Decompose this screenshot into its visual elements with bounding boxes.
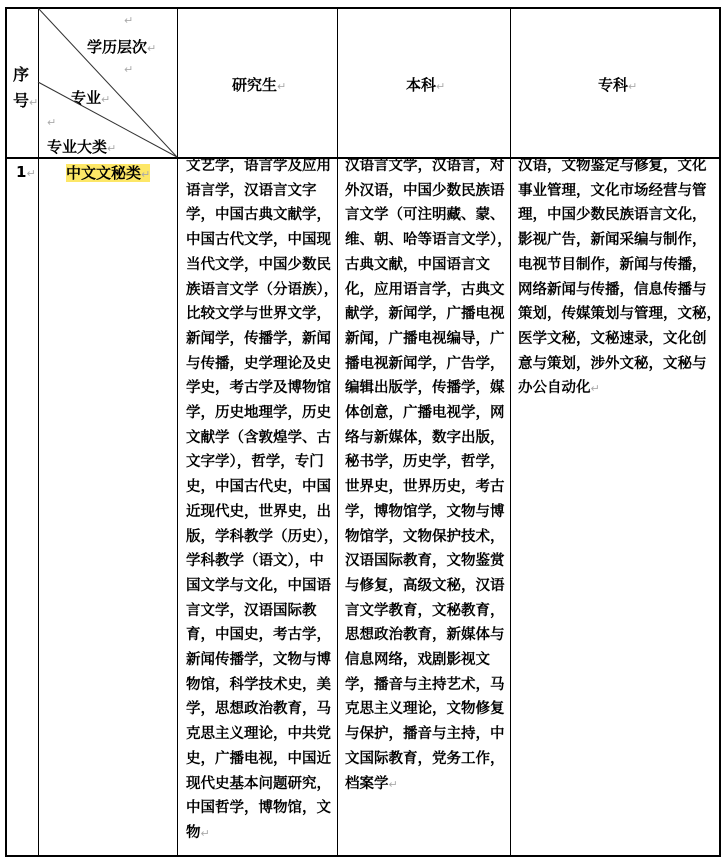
text-line: 学史，考古学及博物馆 <box>186 380 331 397</box>
text-line: 事业管理，文化市场经营与管 <box>518 182 707 199</box>
text-line: 新闻学，传播学，新闻 <box>186 330 331 347</box>
header-seq-2: 号 ↵ <box>13 88 38 111</box>
text-line: 现代史基本问题研究， <box>186 775 331 792</box>
text-line: 版，学科教学（历史）， <box>186 528 339 545</box>
text-line: 播电视新闻学，广告学， <box>345 355 505 372</box>
text-line: 与传播，史学理论及史 <box>186 355 331 372</box>
text-line: 文国际教育，党务工作， <box>345 750 505 767</box>
header-major: 专业 ↵ <box>71 87 110 108</box>
row-seq: 1 ↵ <box>16 163 36 181</box>
text-line: 言文学，汉语国际教 <box>186 602 317 619</box>
text-line: 体创意，广播电视学，网 <box>345 405 505 422</box>
text-line: 中国古代文学，中国现 <box>186 232 331 249</box>
category-label: 中文文秘类 ↵ <box>66 164 150 182</box>
text-line: 汉语，文物鉴定与修复，文化 <box>518 158 707 174</box>
text-line: 当代文学，中国少数民 <box>186 256 331 273</box>
text-line: 物馆，科学技术史，美 <box>186 676 331 693</box>
text-line: 史，中国古代史，中国 <box>186 479 331 496</box>
text-line: 文艺学，语言学及应用 <box>186 158 331 174</box>
text-line: 络与新媒体，数字出版， <box>345 429 505 446</box>
text-line: 思想政治教育，新媒体与 <box>345 627 505 644</box>
text-line: 世界史，世界历史，考古 <box>345 479 505 496</box>
header-level: 学历层次 ↵ <box>87 36 156 57</box>
text-line: 与修复，高级文秘，汉语 <box>345 577 505 594</box>
text-line: 化，应用语言学，古典文 <box>345 281 505 298</box>
text-line: 秘书学，历史学，哲学， <box>345 454 505 471</box>
text-line: 育，中国史，考古学， <box>186 627 331 644</box>
header-seq-1: 序 <box>13 65 30 84</box>
text-line: 献学，新闻学，广播电视 <box>345 306 505 323</box>
text-line: 史，广播电视，中国近 <box>186 750 331 767</box>
text-line: 学，博物馆学，文物与博 <box>345 503 505 520</box>
header-college: 专科 ↵ <box>598 74 637 95</box>
text-line: 言文学教育，文秘教育， <box>345 602 505 619</box>
text-line: 近现代史，世界史，出 <box>186 503 331 520</box>
header-graduate: 研究生 ↵ <box>232 74 286 95</box>
text-line: 古典文献，中国语言文 <box>345 256 490 273</box>
header-category: 专业大类 ↵ <box>47 136 116 157</box>
text-line: 文字学），哲学，专门 <box>186 454 324 471</box>
college-majors <box>518 154 721 402</box>
text-line: 维、朝、哈等语言文学）， <box>345 232 512 249</box>
undergraduate-majors <box>345 154 512 797</box>
text-line: 汉语国际教育，文物鉴赏 <box>345 553 505 570</box>
text-line: 信息网络，戏剧影视文 <box>345 652 490 669</box>
text-line: 学，历史地理学，历史 <box>186 405 331 422</box>
text-line: 理，中国少数民族语言文化， <box>518 207 707 224</box>
text-line: 策划，传媒策划与管理，文秘， <box>518 306 721 323</box>
text-line: 档案学 ↵ <box>345 772 512 798</box>
text-line: 中国哲学，博物馆，文 <box>186 800 331 817</box>
text-line: 医学文秘，文秘速录，文化创 <box>518 330 707 347</box>
text-line: 克思主义理论，中共党 <box>186 726 331 743</box>
text-line: 学，思想政治教育，马 <box>186 701 331 718</box>
text-line: 外汉语，中国少数民族语 <box>345 182 505 199</box>
text-line: 学科教学（语文），中 <box>186 553 324 570</box>
text-line: 意与策划，涉外文秘，文秘与 <box>518 355 707 372</box>
text-line: 与保护，播音与主持，中 <box>345 726 505 743</box>
text-line: 影视广告，新闻采编与制作， <box>518 232 707 249</box>
text-line: 语言学，汉语言文字 <box>186 182 317 199</box>
graduate-majors <box>186 154 338 847</box>
text-line: 电视节目制作，新闻与传播， <box>518 256 707 273</box>
text-line: 学，中国古典文献学， <box>186 207 331 224</box>
text-line: 物馆学，文物保护技术， <box>345 528 505 545</box>
text-line: 汉语言文学，汉语言，对 <box>345 158 505 174</box>
text-line: 克思主义理论，文物修复 <box>345 701 505 718</box>
row-category <box>66 162 150 183</box>
text-line: 编辑出版学，传播学，媒 <box>345 380 505 397</box>
text-line: 言文学（可注明藏、蒙、 <box>345 207 505 224</box>
text-line: 国文学与文化，中国语 <box>186 577 331 594</box>
text-line: 文献学（含敦煌学、古 <box>186 429 331 446</box>
text-line: 办公自动化 ↵ <box>518 376 721 402</box>
text-line: 比较文学与世界文学， <box>186 306 331 323</box>
text-line: 新闻，广播电视编导，广 <box>345 330 505 347</box>
text-line: 新闻传播学，文物与博 <box>186 652 331 669</box>
text-line: 学，播音与主持艺术，马 <box>345 676 505 693</box>
header-undergraduate: 本科 ↵ <box>406 74 445 95</box>
text-line: 族语言文学（分语族）， <box>186 281 339 298</box>
text-line: 网络新闻与传播，信息传播与 <box>518 281 707 298</box>
text-line: 物 ↵ <box>186 821 338 847</box>
